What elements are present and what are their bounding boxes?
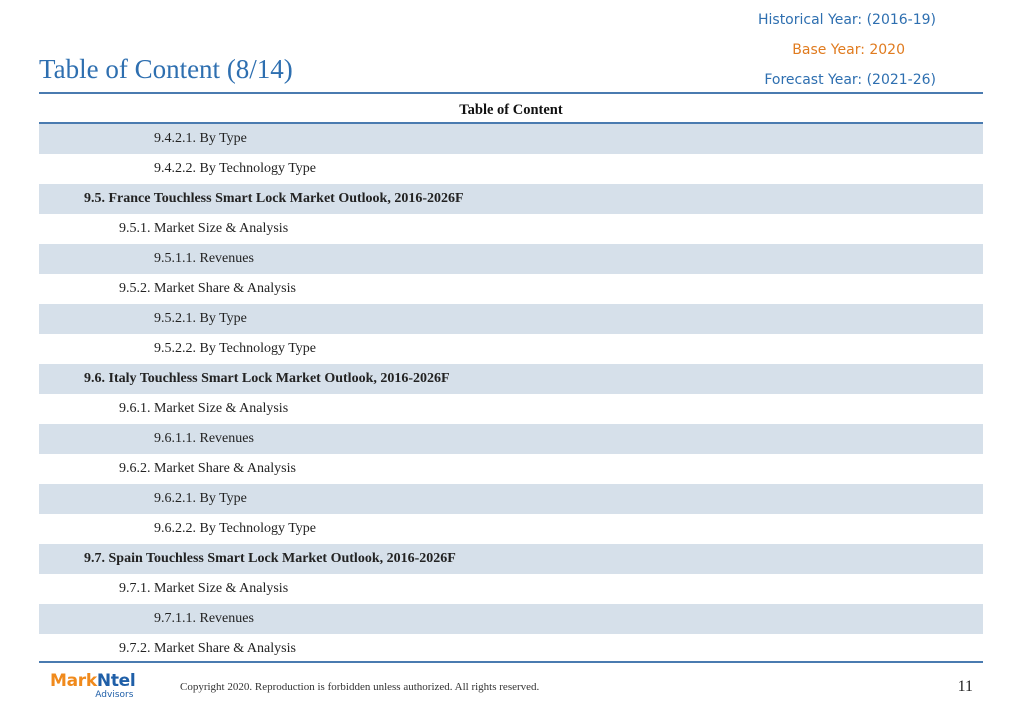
page-title: Table of Content (8/14) (39, 54, 293, 84)
copyright-notice: Copyright 2020. Reproduction is forbidden unless authorized. All rights reserved. (180, 681, 540, 693)
toc-row: 9.7.1.1. Revenues (39, 604, 983, 634)
toc-row: 9.5.2.2. By Technology Type (154, 341, 317, 356)
bottom-divider (39, 661, 983, 663)
historical-year: Historical Year: (2016-19) (757, 12, 936, 28)
toc-row: 9.5.2.1. By Type (39, 304, 983, 334)
toc-row: 9.7.2. Market Share & Analysis (119, 641, 296, 656)
toc-row: 9.6.1.1. Revenues (39, 424, 983, 454)
toc-row: 9.6.2.2. By Technology Type (154, 521, 317, 536)
toc-row: 9.4.2.1. By Type (39, 124, 983, 154)
toc-row: 9.5.1.1. Revenues (39, 244, 983, 274)
forecast-year: Forecast Year: (2021-26) (764, 72, 936, 88)
toc-row: 9.4.2.2. By Technology Type (154, 161, 317, 176)
toc-row: 9.6.2. Market Share & Analysis (119, 461, 296, 476)
toc-row: 9.7.1. Market Size & Analysis (119, 581, 289, 596)
logo-mark-text: Mark (50, 671, 97, 691)
logo-ntel-text: Ntel (96, 671, 136, 691)
base-year: Base Year: 2020 (792, 42, 905, 58)
logo-subtitle: Advisors (95, 690, 134, 700)
markntel-logo (50, 672, 135, 700)
toc-row: 9.6.1. Market Size & Analysis (119, 401, 289, 416)
toc-row: 9.6.2.1. By Type (39, 484, 983, 514)
page-number: 11 (957, 678, 973, 695)
toc-heading: Table of Content (39, 94, 983, 124)
toc-row: 9.5.2. Market Share & Analysis (119, 281, 296, 296)
toc-row: 9.6. Italy Touchless Smart Lock Market Outlook, 2016-2026F (39, 364, 983, 394)
toc-row: 9.5.1. Market Size & Analysis (119, 221, 289, 236)
toc-list (39, 124, 983, 664)
toc-row: 9.7. Spain Touchless Smart Lock Market Outlook, 2016-2026F (39, 544, 983, 574)
toc-row: 9.5. France Touchless Smart Lock Market Outlook, 2016-2026F (39, 184, 983, 214)
